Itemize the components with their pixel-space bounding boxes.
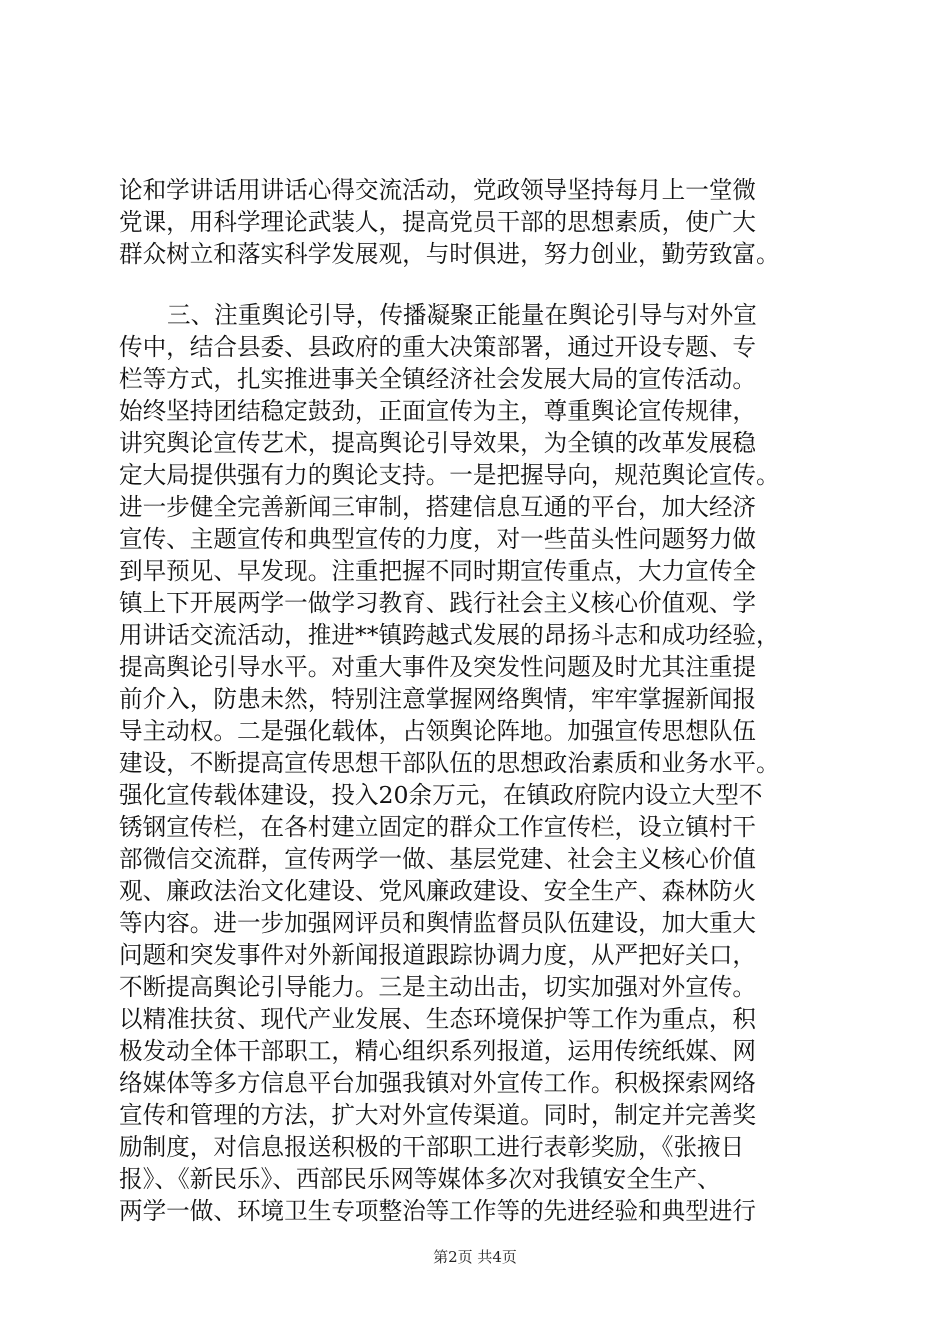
text-line: 宣传和管理的方法，扩大对外宣传渠道。同时，制定并完善奖: [119, 1101, 757, 1129]
text-line: 前介入，防患未然，特别注意掌握网络舆情，牢牢掌握新闻报: [119, 685, 757, 713]
text-line: 讲究舆论宣传艺术，提高舆论引导效果，为全镇的改革发展稳: [119, 429, 757, 457]
text-line: 到早预见、早发现。注重把握不同时期宣传重点，大力宣传全: [119, 557, 757, 585]
text-line: 问题和突发事件对外新闻报道跟踪协调力度，从严把好关口，: [119, 941, 757, 969]
text-line: 始终坚持团结稳定鼓劲，正面宣传为主，尊重舆论宣传规律，: [119, 397, 757, 425]
text-line: 宣传、主题宣传和典型宣传的力度，对一些苗头性问题努力做: [119, 525, 757, 553]
text-line: 络媒体等多方信息平台加强我镇对外宣传工作。积极探索网络: [119, 1069, 757, 1097]
text-line: 群众树立和落实科学发展观，与时俱进，努力创业，勤劳致富。: [119, 240, 780, 268]
text-line: 建设，不断提高宣传思想干部队伍的思想政治素质和业务水平。: [119, 749, 780, 777]
text-line: 等内容。进一步加强网评员和舆情监督员队伍建设，加大重大: [119, 909, 757, 937]
text-line: 励制度，对信息报送积极的干部职工进行表彰奖励，《张掖日: [119, 1133, 745, 1161]
text-line: 用讲话交流活动，推进**镇跨越式发展的昂扬斗志和成功经验，: [119, 621, 780, 649]
text-line: 强化宣传载体建设，投入20余万元，在镇政府院内设立大型不: [119, 781, 763, 809]
text-line: 部微信交流群，宣传两学一做、基层党建、社会主义核心价值: [119, 845, 757, 873]
text-line: 栏等方式，扎实推进事关全镇经济社会发展大局的宣传活动。: [119, 365, 757, 393]
text-line: 极发动全体干部职工，精心组织系列报道，运用传统纸媒、网: [119, 1037, 757, 1065]
text-line: 锈钢宣传栏，在各村建立固定的群众工作宣传栏，设立镇村干: [119, 813, 757, 841]
text-line: 以精准扶贫、现代产业发展、生态环境保护等工作为重点，积: [119, 1005, 757, 1033]
text-line: 进一步健全完善新闻三审制，搭建信息互通的平台，加大经济: [119, 493, 757, 521]
text-line: 观、廉政法治文化建设、党风廉政建设、安全生产、森林防火: [119, 877, 757, 905]
text-line: 论和学讲话用讲话心得交流活动，党政领导坚持每月上一堂微: [119, 176, 757, 204]
text-line: 三、注重舆论引导，传播凝聚正能量在舆论引导与对外宣: [167, 301, 757, 329]
text-line: 报》、《新民乐》、西部民乐网等媒体多次对我镇安全生产、: [119, 1165, 721, 1193]
text-line: 不断提高舆论引导能力。三是主动出击，切实加强对外宣传。: [119, 973, 757, 1001]
text-line: 提高舆论引导水平。对重大事件及突发性问题及时尤其注重提: [119, 653, 757, 681]
text-line: 党课，用科学理论武装人，提高党员干部的思想素质，使广大: [119, 208, 757, 236]
text-line: 定大局提供强有力的舆论支持。一是把握导向，规范舆论宣传。: [119, 461, 780, 489]
text-line: 两学一做、环境卫生专项整治等工作等的先进经验和典型进行: [119, 1197, 757, 1225]
text-line: 导主动权。二是强化载体，占领舆论阵地。加强宣传思想队伍: [119, 717, 757, 745]
text-line: 镇上下开展两学一做学习教育、践行社会主义核心价值观、学: [119, 589, 757, 617]
text-line: 传中，结合县委、县政府的重大决策部署，通过开设专题、专: [119, 333, 757, 361]
page-number-footer: 第2页 共4页: [433, 1248, 517, 1266]
